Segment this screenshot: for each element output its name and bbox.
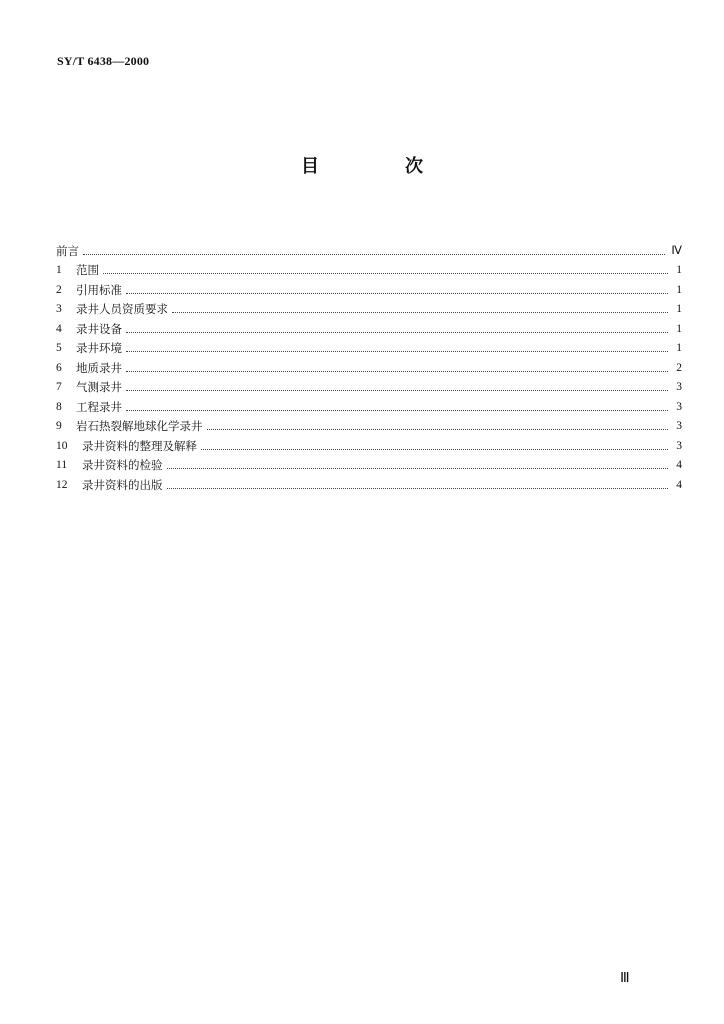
toc-entry-9[interactable] bbox=[56, 414, 682, 434]
toc-leader bbox=[103, 273, 668, 274]
toc-entry-11[interactable] bbox=[56, 453, 682, 473]
toc-leader bbox=[126, 410, 668, 411]
toc-number: 3 bbox=[56, 303, 62, 315]
toc-page: 3 bbox=[676, 439, 682, 452]
toc-leader bbox=[126, 351, 668, 352]
toc-label: 岩石热裂解地球化学录井 bbox=[76, 419, 203, 433]
toc-label: 录井资料的出版 bbox=[82, 477, 163, 492]
toc-entry-1[interactable] bbox=[56, 258, 682, 278]
toc-label: 工程录井 bbox=[76, 399, 122, 414]
toc-label: 录井资料的整理及解释 bbox=[82, 438, 197, 453]
page-title: 目 次 bbox=[301, 156, 457, 177]
toc-entry-8[interactable] bbox=[56, 394, 682, 414]
toc-entry-12[interactable] bbox=[56, 472, 682, 492]
toc-number: 12 bbox=[56, 478, 68, 491]
toc-number: 2 bbox=[56, 283, 62, 296]
toc-leader bbox=[126, 293, 668, 294]
toc-page: 1 bbox=[676, 322, 682, 335]
toc-leader bbox=[172, 312, 668, 313]
toc-entry-5[interactable] bbox=[56, 336, 682, 356]
toc-page: 4 bbox=[676, 459, 682, 471]
toc-entry-7[interactable] bbox=[56, 375, 682, 395]
toc-label: 录井资料的检验 bbox=[82, 458, 163, 472]
toc-page: 1 bbox=[676, 264, 682, 276]
toc-label: 地质录井 bbox=[76, 360, 122, 375]
toc-leader bbox=[83, 254, 665, 255]
toc-label: 录井环境 bbox=[76, 341, 122, 355]
toc-number: 10 bbox=[56, 439, 68, 452]
standard-code: SY/T 6438—2000 bbox=[57, 54, 150, 68]
toc-number: 5 bbox=[56, 342, 62, 354]
toc-number: 8 bbox=[56, 400, 62, 413]
toc-entry-preface[interactable] bbox=[56, 238, 682, 258]
toc-page: 1 bbox=[676, 303, 682, 315]
toc-label: 录井人员资质要求 bbox=[76, 302, 168, 316]
toc-label: 录井设备 bbox=[76, 321, 122, 336]
toc-number: 1 bbox=[56, 264, 62, 276]
toc-leader bbox=[201, 449, 668, 450]
toc-number: 9 bbox=[56, 420, 62, 432]
toc-number: 6 bbox=[56, 361, 62, 374]
toc-leader bbox=[126, 371, 668, 372]
toc-entry-6[interactable] bbox=[56, 355, 682, 375]
toc-entry-4[interactable] bbox=[56, 316, 682, 336]
toc-page: 3 bbox=[676, 381, 682, 393]
toc-page: Ⅳ bbox=[671, 244, 682, 257]
toc-leader bbox=[207, 429, 669, 430]
toc-label: 引用标准 bbox=[76, 282, 122, 297]
toc-page: 1 bbox=[676, 342, 682, 354]
toc-number: 4 bbox=[56, 322, 62, 335]
toc-page: 3 bbox=[676, 400, 682, 413]
toc-leader bbox=[126, 332, 668, 333]
toc-number: 7 bbox=[56, 381, 62, 393]
toc-page: 4 bbox=[676, 478, 682, 491]
toc-leader bbox=[167, 488, 669, 489]
toc-entry-10[interactable] bbox=[56, 433, 682, 453]
toc-number: 11 bbox=[56, 459, 68, 471]
toc-entry-2[interactable] bbox=[56, 277, 682, 297]
table-of-contents bbox=[56, 238, 682, 492]
toc-label: 气测录井 bbox=[76, 380, 122, 394]
toc-entry-3[interactable] bbox=[56, 297, 682, 317]
page-number: Ⅲ bbox=[620, 971, 630, 986]
toc-page: 1 bbox=[676, 283, 682, 296]
toc-page: 3 bbox=[676, 420, 682, 432]
toc-leader bbox=[167, 468, 669, 469]
toc-label: 前言 bbox=[56, 243, 79, 258]
toc-leader bbox=[126, 390, 668, 391]
toc-page: 2 bbox=[676, 361, 682, 374]
toc-label: 范围 bbox=[76, 263, 99, 277]
